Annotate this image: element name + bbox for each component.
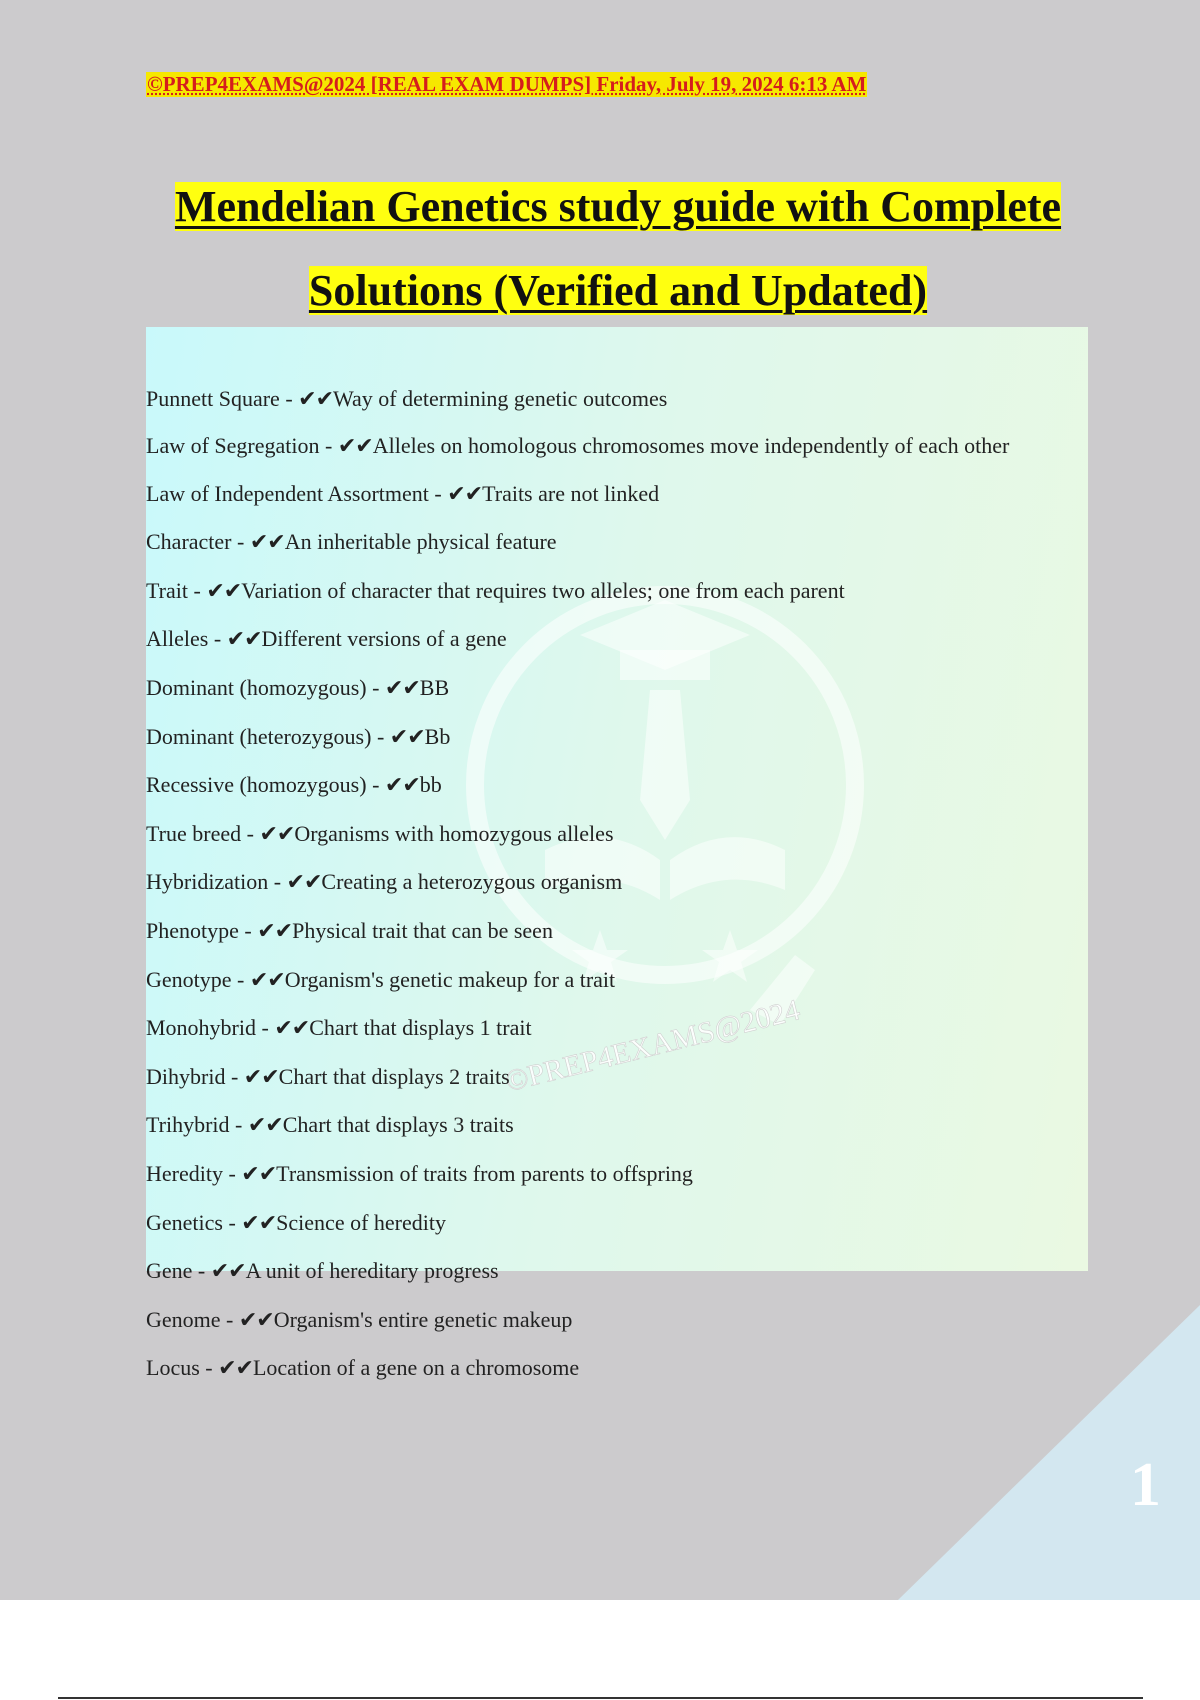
separator: -	[256, 1015, 275, 1041]
separator: -	[220, 1306, 239, 1332]
checkmark-icon: ✔✔	[206, 577, 242, 603]
term: Law of Segregation	[146, 432, 320, 458]
checkmark-icon: ✔✔	[243, 1063, 279, 1089]
term: Trihybrid	[146, 1112, 230, 1138]
term: Dominant (heterozygous)	[146, 723, 372, 749]
separator: -	[222, 1160, 242, 1186]
list-item	[146, 1296, 1076, 1345]
list-item	[146, 810, 1076, 859]
term: Trait	[146, 577, 188, 603]
list-item	[146, 1053, 1076, 1102]
checkmark-icon: ✔✔	[286, 869, 322, 895]
definition: Science of heredity	[276, 1209, 446, 1235]
definition: Chart that displays 3 traits	[282, 1112, 514, 1138]
definition: Physical trait that can be seen	[292, 917, 553, 943]
checkmark-icon: ✔✔	[241, 1209, 277, 1235]
header-stamp: ©PREP4EXAMS@2024 [REAL EXAM DUMPS] Friday, July 19, 2024 6:13 AM	[147, 72, 867, 96]
separator: -	[192, 1258, 211, 1284]
list-item	[146, 1199, 1076, 1248]
definition: Transmission of traits from parents to offspring	[276, 1160, 693, 1186]
watermark-text: ©PREP4EXAMS@2024	[502, 993, 804, 1099]
term: Hybridization	[146, 869, 269, 895]
list-item	[146, 664, 1076, 713]
checkmark-icon: ✔✔	[298, 386, 334, 411]
checkmark-icon: ✔✔	[257, 917, 293, 943]
separator: -	[222, 1209, 242, 1235]
term: Dihybrid	[146, 1063, 226, 1089]
term: Character	[146, 529, 232, 555]
list-item	[146, 470, 1076, 519]
definition: Variation of character that requires two alleles; one from each parent	[241, 577, 845, 603]
definition: BB	[419, 674, 450, 700]
term: True breed	[146, 820, 242, 846]
separator: -	[231, 529, 250, 555]
list-item	[146, 567, 1076, 616]
term: Gene	[146, 1258, 193, 1284]
definition: Chart that displays 2 traits	[278, 1063, 510, 1089]
list-item	[146, 907, 1076, 956]
separator: -	[229, 1112, 248, 1138]
checkmark-icon: ✔✔	[259, 820, 295, 846]
definition: Location of a gene on a chromosome	[252, 1355, 580, 1381]
separator: -	[268, 869, 287, 895]
list-item	[146, 858, 1076, 907]
definition: Organisms with homozygous alleles	[294, 820, 614, 846]
term: Monohybrid	[146, 1015, 256, 1041]
term: Genetics	[146, 1209, 223, 1235]
list-item	[146, 761, 1076, 810]
definition: Different versions of a gene	[261, 626, 507, 652]
separator: -	[371, 723, 390, 749]
term-list	[146, 375, 1076, 1393]
checkmark-icon: ✔✔	[218, 1355, 253, 1381]
list-item	[146, 424, 1076, 468]
list-item	[146, 1247, 1076, 1296]
checkmark-icon: ✔✔	[249, 529, 285, 555]
term: Alleles	[146, 626, 209, 652]
definition: Alleles on homologous chromosomes move independently of each other	[372, 432, 1010, 458]
definition: Organism's entire genetic makeup	[273, 1306, 573, 1332]
definition: Way of determining genetic outcomes	[333, 386, 668, 411]
term: Recessive (homozygous)	[146, 772, 367, 798]
term: Genotype	[146, 966, 232, 992]
definition: Chart that displays 1 trait	[309, 1015, 532, 1041]
separator: -	[319, 432, 338, 458]
separator: -	[225, 1063, 244, 1089]
separator: -	[279, 386, 299, 411]
checkmark-icon: ✔✔	[384, 772, 420, 798]
list-item	[146, 956, 1076, 1005]
definition: bb	[419, 772, 442, 798]
term: Punnett Square	[146, 386, 280, 411]
page-title	[0, 165, 1200, 333]
list-item	[146, 518, 1076, 567]
definition: Traits are not linked	[482, 480, 660, 506]
definition: Organism's genetic makeup for a trait	[284, 966, 616, 992]
separator: -	[366, 772, 385, 798]
term: Phenotype	[146, 917, 239, 943]
term: Dominant (homozygous)	[146, 674, 367, 700]
separator: -	[231, 966, 250, 992]
list-item	[146, 1101, 1076, 1150]
separator: -	[208, 626, 227, 652]
title-line-2: Solutions (Verified and Updated)	[308, 266, 928, 315]
separator: -	[187, 577, 207, 603]
checkmark-icon: ✔✔	[210, 1258, 246, 1284]
list-item	[146, 615, 1076, 664]
title-line-1: Mendelian Genetics study guide with Complete	[174, 182, 1062, 231]
list-item	[146, 375, 1076, 424]
list-item	[146, 1004, 1076, 1053]
checkmark-icon: ✔✔	[226, 626, 262, 652]
separator: -	[241, 820, 260, 846]
checkmark-icon: ✔✔	[241, 1160, 277, 1186]
term: Heredity	[146, 1160, 223, 1186]
checkmark-icon: ✔✔	[389, 723, 425, 749]
checkmark-icon: ✔✔	[447, 480, 483, 506]
term: Law of Independent Assortment	[146, 480, 429, 506]
list-item	[146, 713, 1076, 762]
separator: -	[428, 480, 448, 506]
checkmark-icon: ✔✔	[384, 674, 420, 700]
definition: Creating a heterozygous organism	[321, 869, 623, 895]
checkmark-icon: ✔✔	[337, 432, 373, 458]
separator: -	[366, 674, 385, 700]
definition: A unit of hereditary progress	[245, 1258, 499, 1284]
separator: -	[199, 1355, 219, 1381]
separator: -	[238, 917, 258, 943]
checkmark-icon: ✔✔	[247, 1112, 283, 1138]
page-number: 1	[1130, 1451, 1161, 1519]
checkmark-icon: ✔✔	[274, 1015, 310, 1041]
next-page-rule	[58, 1697, 1143, 1699]
list-item	[146, 1344, 1076, 1393]
term: Locus	[146, 1355, 200, 1381]
list-item	[146, 1150, 1076, 1199]
checkmark-icon: ✔✔	[238, 1306, 274, 1332]
term: Genome	[146, 1306, 221, 1332]
definition: Bb	[424, 723, 451, 749]
definition: An inheritable physical feature	[284, 529, 557, 555]
checkmark-icon: ✔✔	[249, 966, 285, 992]
